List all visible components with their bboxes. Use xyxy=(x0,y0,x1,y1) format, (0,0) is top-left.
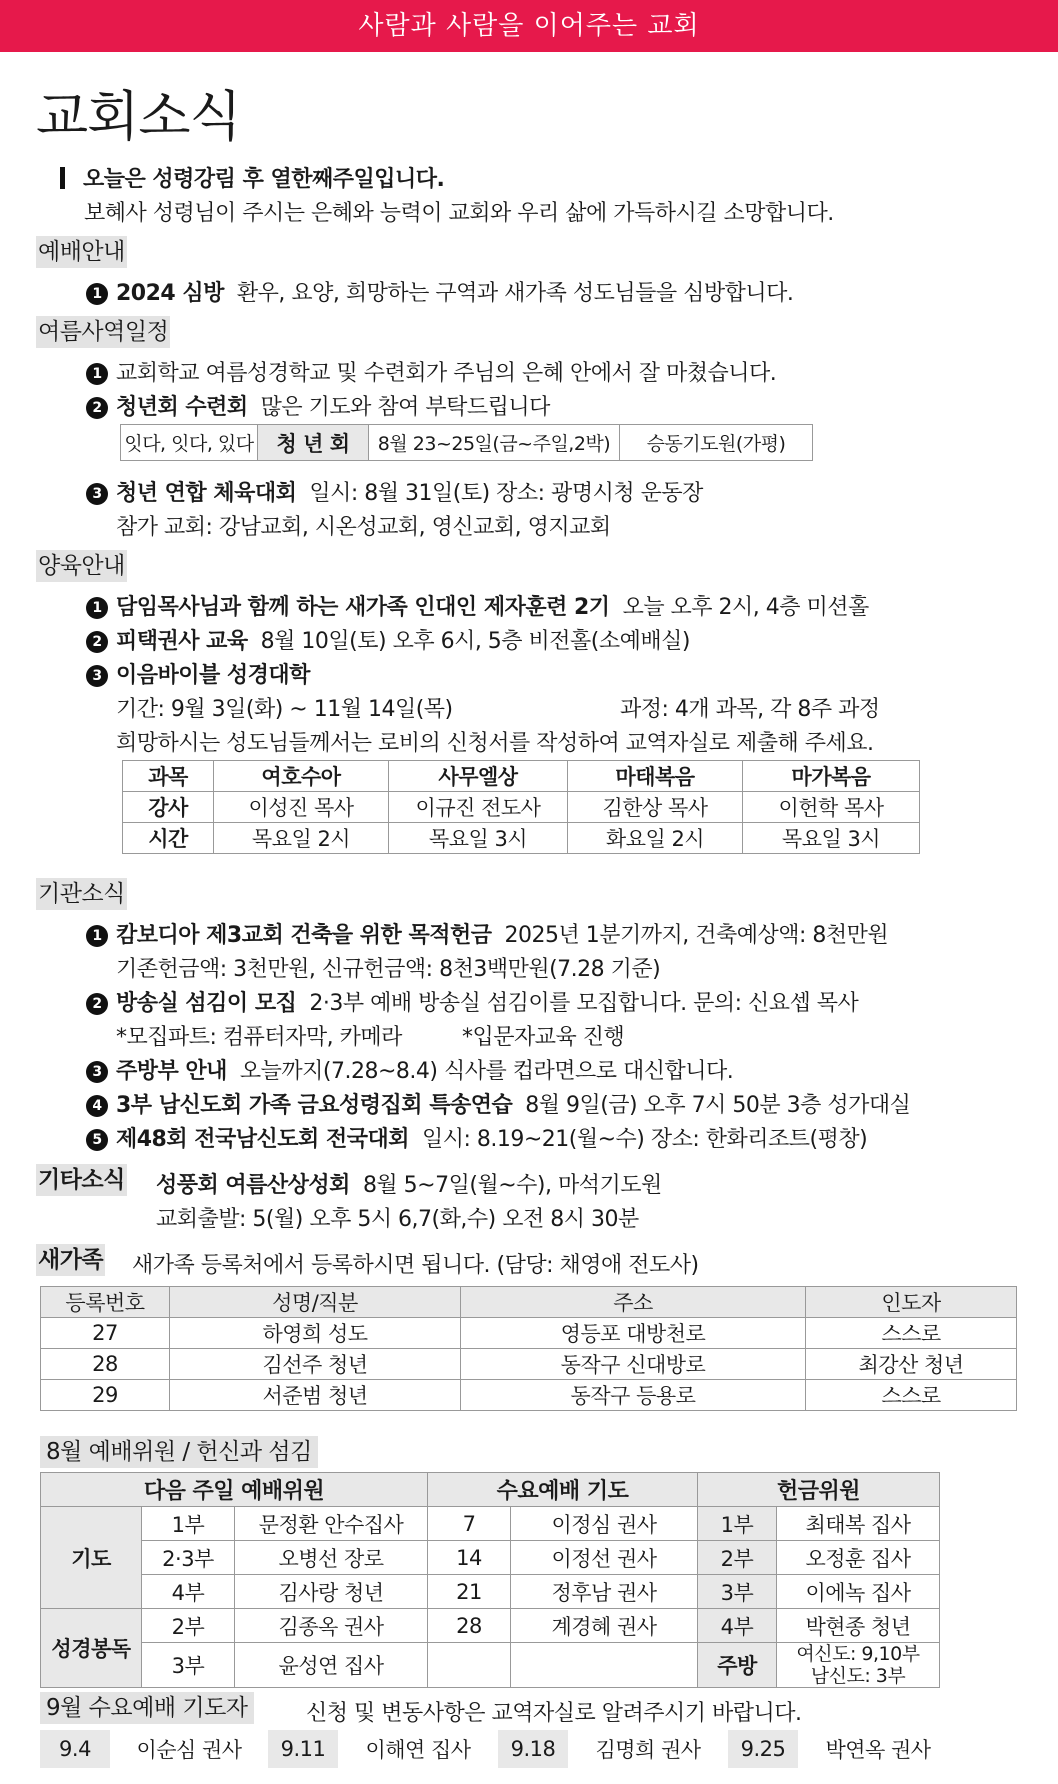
table-cell: 최태복 집사 xyxy=(777,1507,940,1541)
retreat-theme: 잇다, 잇다, 있다 xyxy=(121,425,258,461)
table-cell: 헌금위원 xyxy=(698,1473,940,1507)
section-summer-heading: 여름사역일정 xyxy=(36,316,170,348)
org-item1 xyxy=(86,918,888,949)
edu-item1-text: 오늘 오후 2시, 4층 미션홀 xyxy=(622,595,869,620)
table-cell: 28 xyxy=(428,1609,511,1643)
kitchen-men: 남신도: 3부 xyxy=(810,1665,906,1687)
edu-item3 xyxy=(86,658,310,689)
org-item4-title: 3부 남신도회 가족 금요성령집회 특송연습 xyxy=(116,1093,513,1118)
table-row xyxy=(41,1609,940,1643)
august-table xyxy=(40,1472,940,1688)
table-header-row xyxy=(41,1287,1017,1318)
edu-item1 xyxy=(86,590,869,621)
table-cell: 이헌학 목사 xyxy=(743,792,920,823)
intro-line1 xyxy=(60,162,444,193)
table-cell: 29 xyxy=(41,1380,170,1411)
edu-item3-title: 이음바이블 성경대학 xyxy=(116,663,310,688)
table-cell: 21 xyxy=(428,1575,511,1609)
summer-item1 xyxy=(86,356,776,387)
table-cell: 성명/직분 xyxy=(170,1287,461,1318)
bullet-bar-icon xyxy=(60,167,65,189)
number-1-icon: 1 xyxy=(86,283,108,305)
org-item1-sub: 기존헌금액: 3천만원, 신규헌금액: 8천3백만원(7.28 기준) xyxy=(116,957,661,982)
org-item2-title: 방송실 섬김이 모집 xyxy=(116,991,297,1016)
number-4-icon: 4 xyxy=(86,1095,108,1117)
edu-course: 과정: 4개 과목, 각 8주 과정 xyxy=(620,697,880,722)
table-cell: 김사랑 청년 xyxy=(235,1575,428,1609)
table-cell: 이에녹 집사 xyxy=(777,1575,940,1609)
summer-item2-title: 청년회 수련회 xyxy=(116,395,248,420)
table-cell: 목요일 3시 xyxy=(389,823,568,854)
section-newfamily-heading: 새가족 xyxy=(36,1244,105,1276)
table-cell: 화요일 2시 xyxy=(568,823,743,854)
table-cell: 28 xyxy=(41,1349,170,1380)
table-cell: 등록번호 xyxy=(41,1287,170,1318)
table-cell: 2·3부 xyxy=(142,1541,235,1575)
table-cell: 이규진 전도사 xyxy=(389,792,568,823)
org-item1-title: 캄보디아 제3교회 건축을 위한 목적헌금 xyxy=(116,923,492,948)
table-cell: 강사 xyxy=(123,792,214,823)
org-item2-text: 2·3부 예배 방송실 섬김이를 모집합니다. 문의: 신요셉 목사 xyxy=(309,991,859,1016)
intro-line2: 보혜사 성령님이 주시는 은혜와 능력이 교회와 우리 삶에 가득하시길 소망합니다. xyxy=(84,201,834,226)
retreat-place: 승동기도원(가평) xyxy=(620,425,813,461)
table-cell: 2부 xyxy=(142,1609,235,1643)
table-cell: 인도자 xyxy=(806,1287,1017,1318)
table-cell: 14 xyxy=(428,1541,511,1575)
org-item3-title: 주방부 안내 xyxy=(116,1059,227,1084)
summer-item3-text: 일시: 8월 31일(토) 장소: 광명시청 운동장 xyxy=(309,481,703,506)
table-cell: 수요예배 기도 xyxy=(428,1473,698,1507)
table-row xyxy=(123,823,920,854)
table-cell: 이해연 집사 xyxy=(365,1738,471,1762)
table-cell: 김종옥 권사 xyxy=(235,1609,428,1643)
table-cell: 이성진 목사 xyxy=(214,792,389,823)
table-cell: 성경봉독 xyxy=(41,1609,142,1688)
section-september-heading: 9월 수요예배 기도자 xyxy=(40,1692,254,1724)
summer-item3-title: 청년 연합 체육대회 xyxy=(116,481,297,506)
table-cell: 27 xyxy=(41,1318,170,1349)
number-3-icon: 3 xyxy=(86,1061,108,1083)
number-3-icon: 3 xyxy=(86,665,108,687)
edu-item1-title: 담임목사님과 함께 하는 새가족 인대인 제자훈련 2기 xyxy=(116,595,610,620)
summer-item1-text: 교회학교 여름성경학교 및 수련회가 주님의 은혜 안에서 잘 마쳤습니다. xyxy=(116,361,777,386)
table-cell: 계경혜 권사 xyxy=(511,1609,698,1643)
number-5-icon: 5 xyxy=(86,1129,108,1151)
retreat-table xyxy=(120,424,813,461)
org-item3-text: 오늘까지(7.28~8.4) 식사를 컵라면으로 대신합니다. xyxy=(239,1059,734,1084)
table-cell: 다음 주일 예배위원 xyxy=(41,1473,428,1507)
table-cell: 김한상 목사 xyxy=(568,792,743,823)
kitchen-cell xyxy=(777,1643,940,1688)
bible-college-table xyxy=(122,760,920,854)
edu-apply: 희망하시는 성도님들께서는 로비의 신청서를 작성하여 교역자실로 제출해 주세요. xyxy=(116,731,874,756)
table-cell: 과목 xyxy=(123,761,214,792)
table-cell: 여호수아 xyxy=(214,761,389,792)
table-cell: 3부 xyxy=(698,1575,777,1609)
newfamily-table xyxy=(40,1286,1017,1411)
edu-item2-title: 피택권사 교육 xyxy=(116,629,248,654)
table-cell: 박연옥 권사 xyxy=(825,1738,931,1762)
edu-period: 기간: 9월 3일(화) ~ 11월 14일(목) xyxy=(116,697,453,722)
table-cell: 오병선 장로 xyxy=(235,1541,428,1575)
org-item2-sub1: *모집파트: 컴퓨터자막, 카메라 xyxy=(116,1025,402,1050)
table-cell: 영등포 대방천로 xyxy=(461,1318,806,1349)
table-cell: 윤성연 집사 xyxy=(235,1643,428,1688)
number-2-icon: 2 xyxy=(86,397,108,419)
table-cell: 김명희 권사 xyxy=(595,1738,701,1762)
table-cell: 9.25 xyxy=(728,1730,798,1768)
section-worship-heading: 예배안내 xyxy=(36,236,127,268)
etc-text: 8월 5~7일(월~수), 마석기도원 xyxy=(362,1173,662,1198)
etc-sub: 교회출발: 5(월) 오후 5시 6,7(화,수) 오전 8시 30분 xyxy=(156,1207,639,1232)
table-cell: 사무엘상 xyxy=(389,761,568,792)
september-table xyxy=(40,1730,958,1768)
number-1-icon: 1 xyxy=(86,363,108,385)
etc-line1 xyxy=(156,1168,662,1199)
table-row xyxy=(41,1541,940,1575)
table-cell: 이순심 권사 xyxy=(136,1738,242,1762)
table-cell: 기도 xyxy=(41,1507,142,1609)
summer-item3-sub: 참가 교회: 강남교회, 시온성교회, 영신교회, 영지교회 xyxy=(116,515,611,540)
table-cell: 4부 xyxy=(698,1609,777,1643)
worship-item1-text: 환우, 요양, 희망하는 구역과 새가족 성도님들을 심방합니다. xyxy=(236,281,794,306)
table-cell: 4부 xyxy=(142,1575,235,1609)
newfamily-text: 새가족 등록처에서 등록하시면 됩니다. (담당: 채영애 전도사) xyxy=(132,1253,699,1278)
table-cell: 2부 xyxy=(698,1541,777,1575)
org-item5-text: 일시: 8.19~21(월~수) 장소: 한화리조트(평창) xyxy=(421,1127,868,1152)
number-2-icon: 2 xyxy=(86,631,108,653)
org-item5-title: 제48회 전국남신도회 전국대회 xyxy=(116,1127,409,1152)
section-org-heading: 기관소식 xyxy=(36,878,127,910)
table-cell: 동작구 등용로 xyxy=(461,1380,806,1411)
table-cell xyxy=(428,1643,511,1688)
table-cell: 시간 xyxy=(123,823,214,854)
worship-item1 xyxy=(86,276,793,307)
summer-item2-text: 많은 기도와 참여 부탁드립니다 xyxy=(260,395,550,420)
intro-line1-text: 오늘은 성령강림 후 열한째주일입니다. xyxy=(83,167,445,192)
page-title: 교회소식 xyxy=(36,85,241,148)
table-cell: 9.4 xyxy=(40,1730,110,1768)
table-cell: 마태복음 xyxy=(568,761,743,792)
section-edu-heading: 양육안내 xyxy=(36,550,127,582)
table-row xyxy=(123,792,920,823)
table-cell: 목요일 2시 xyxy=(214,823,389,854)
org-item5 xyxy=(86,1122,867,1153)
table-row xyxy=(41,1575,940,1609)
september-text: 신청 및 변동사항은 교역자실로 알려주시기 바랍니다. xyxy=(306,1701,802,1726)
org-item3 xyxy=(86,1054,733,1085)
table-cell: 김선주 청년 xyxy=(170,1349,461,1380)
summer-item2 xyxy=(86,390,550,421)
org-item4-text: 8월 9일(금) 오후 7시 50분 3층 성가대실 xyxy=(525,1093,911,1118)
etc-title: 성풍회 여름산상성회 xyxy=(156,1173,350,1198)
summer-item3 xyxy=(86,476,703,507)
org-item4 xyxy=(86,1088,910,1119)
table-cell: 서준범 청년 xyxy=(170,1380,461,1411)
number-1-icon: 1 xyxy=(86,925,108,947)
table-cell: 이정심 권사 xyxy=(511,1507,698,1541)
table-row xyxy=(41,1643,940,1688)
table-cell: 정후남 권사 xyxy=(511,1575,698,1609)
table-cell: 9.11 xyxy=(268,1730,338,1768)
org-item1-text: 2025년 1분기까지, 건축예상액: 8천만원 xyxy=(504,923,889,948)
table-header-row xyxy=(41,1473,940,1507)
table-cell: 최강산 청년 xyxy=(806,1349,1017,1380)
org-item2-sub2: *입문자교육 진행 xyxy=(462,1025,625,1050)
retreat-group: 청 년 회 xyxy=(258,425,369,461)
table-cell: 3부 xyxy=(142,1643,235,1688)
number-1-icon: 1 xyxy=(86,597,108,619)
table-cell: 하영희 성도 xyxy=(170,1318,461,1349)
number-3-icon: 3 xyxy=(86,483,108,505)
table-cell: 스스로 xyxy=(806,1318,1017,1349)
kitchen-women: 여신도: 9,10부 xyxy=(796,1643,920,1665)
table-cell: 마가복음 xyxy=(743,761,920,792)
table-cell: 이정선 권사 xyxy=(511,1541,698,1575)
edu-item2-text: 8월 10일(토) 오후 6시, 5층 비전홀(소예배실) xyxy=(260,629,690,654)
table-cell: 스스로 xyxy=(806,1380,1017,1411)
section-august-heading: 8월 예배위원 / 헌신과 섬김 xyxy=(40,1436,318,1468)
retreat-date: 8월 23~25일(금~주일,2박) xyxy=(369,425,620,461)
table-cell: 주방 xyxy=(698,1643,777,1688)
worship-item1-title: 2024 심방 xyxy=(116,281,224,306)
table-cell: 1부 xyxy=(698,1507,777,1541)
table-row xyxy=(123,761,920,792)
number-2-icon: 2 xyxy=(86,993,108,1015)
org-item2 xyxy=(86,986,858,1017)
table-cell xyxy=(511,1643,698,1688)
top-banner: 사람과 사람을 이어주는 교회 xyxy=(0,0,1058,52)
table-cell: 오정훈 집사 xyxy=(777,1541,940,1575)
table-cell: 동작구 신대방로 xyxy=(461,1349,806,1380)
table-cell: 박현종 청년 xyxy=(777,1609,940,1643)
table-cell: 9.18 xyxy=(498,1730,568,1768)
table-cell: 1부 xyxy=(142,1507,235,1541)
table-cell: 문정환 안수집사 xyxy=(235,1507,428,1541)
table-row xyxy=(41,1507,940,1541)
table-row xyxy=(41,1380,1017,1411)
section-etc-heading: 기타소식 xyxy=(36,1164,127,1196)
table-cell: 7 xyxy=(428,1507,511,1541)
edu-item2 xyxy=(86,624,690,655)
table-row xyxy=(41,1349,1017,1380)
table-row xyxy=(41,1318,1017,1349)
table-cell: 목요일 3시 xyxy=(743,823,920,854)
table-cell: 주소 xyxy=(461,1287,806,1318)
table-row xyxy=(40,1730,958,1768)
